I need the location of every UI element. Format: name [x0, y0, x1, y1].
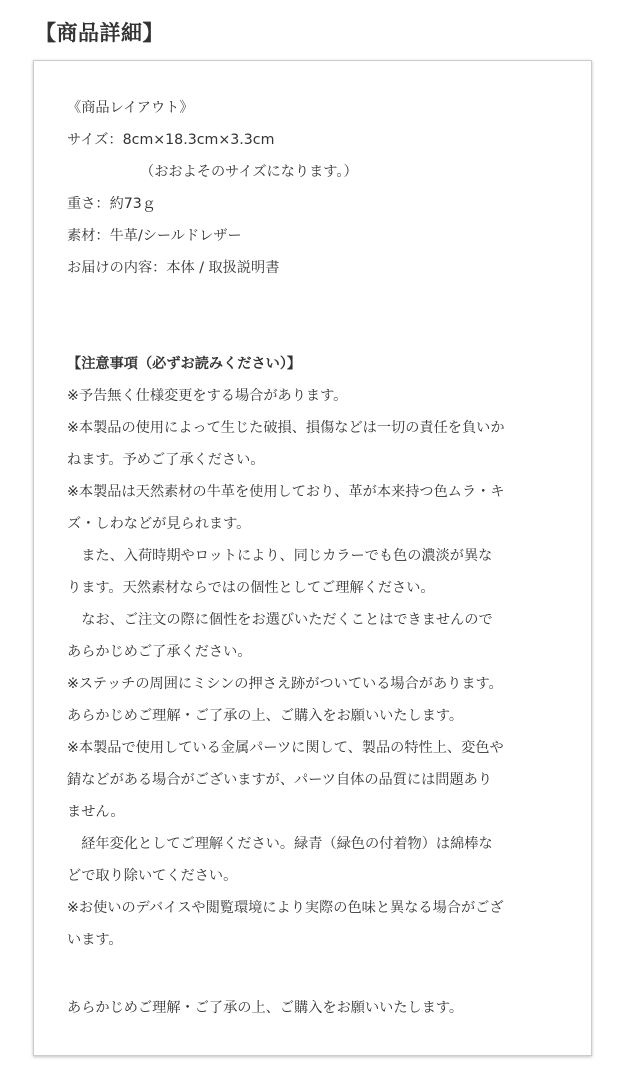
notice-line: います。	[67, 932, 123, 948]
notice-line: ません。	[67, 804, 125, 820]
size-note: （おおよそのサイズになります。）	[140, 164, 358, 180]
notice-line: あらかじめご了承ください。	[67, 644, 252, 660]
notice-heading: 【注意事項（必ずお読みください）】	[67, 356, 302, 372]
notice-line: ※ステッチの周囲にミシンの押さえ跡がついている場合があります。	[67, 676, 503, 692]
weight-text: 重さ：約73ｇ	[67, 196, 156, 212]
layout-heading: 《商品レイアウト》	[67, 100, 194, 116]
notice-line: 経年変化としてご理解ください。緑青（緑色の付着物）は綿棒な	[67, 836, 493, 852]
notice-line: どで取り除いてください。	[67, 868, 238, 884]
material-text: 素材：牛革/シールドレザー	[67, 228, 242, 244]
product-detail-box	[33, 60, 592, 1056]
notice-line: ※本製品は天然素材の牛革を使用しており、革が本来持つ色ムラ・キ	[67, 484, 505, 500]
closing-text: あらかじめご理解・ご了承の上、ご購入をお願いいたします。	[67, 1000, 464, 1016]
notice-line: ズ・しわなどが見られます。	[67, 516, 251, 532]
size-text: サイズ：8cm×18.3cm×3.3cm	[67, 132, 275, 148]
notice-line: ※本製品で使用している金属パーツに関して、製品の特性上、変色や	[67, 740, 504, 756]
notice-line: 錆などがある場合がございますが、パーツ自体の品質には問題あり	[67, 772, 493, 788]
notice-line: なお、ご注文の際に個性をお選びいただくことはできませんので	[67, 612, 493, 628]
notice-line: あらかじめご理解・ご了承の上、ご購入をお願いいたします。	[67, 708, 464, 724]
notice-line: ります。天然素材ならではの個性としてご理解ください。	[67, 580, 435, 596]
notice-line: ※本製品の使用によって生じた破損、損傷などは一切の責任を負いか	[67, 420, 505, 436]
notice-line: また、入荷時期やロットにより、同じカラーでも色の濃淡が異な	[67, 548, 493, 564]
notice-line: ※予告無く仕様変更をする場合があります。	[67, 388, 348, 404]
section-title: 【商品詳細】	[35, 21, 164, 45]
contents-text: お届けの内容：本体 / 取扱説明書	[67, 260, 280, 276]
notice-line: ねます。予めご了承ください。	[67, 452, 265, 468]
notice-line: ※お使いのデバイスや閲覧環境により実際の色味と異なる場合がござ	[67, 900, 504, 916]
